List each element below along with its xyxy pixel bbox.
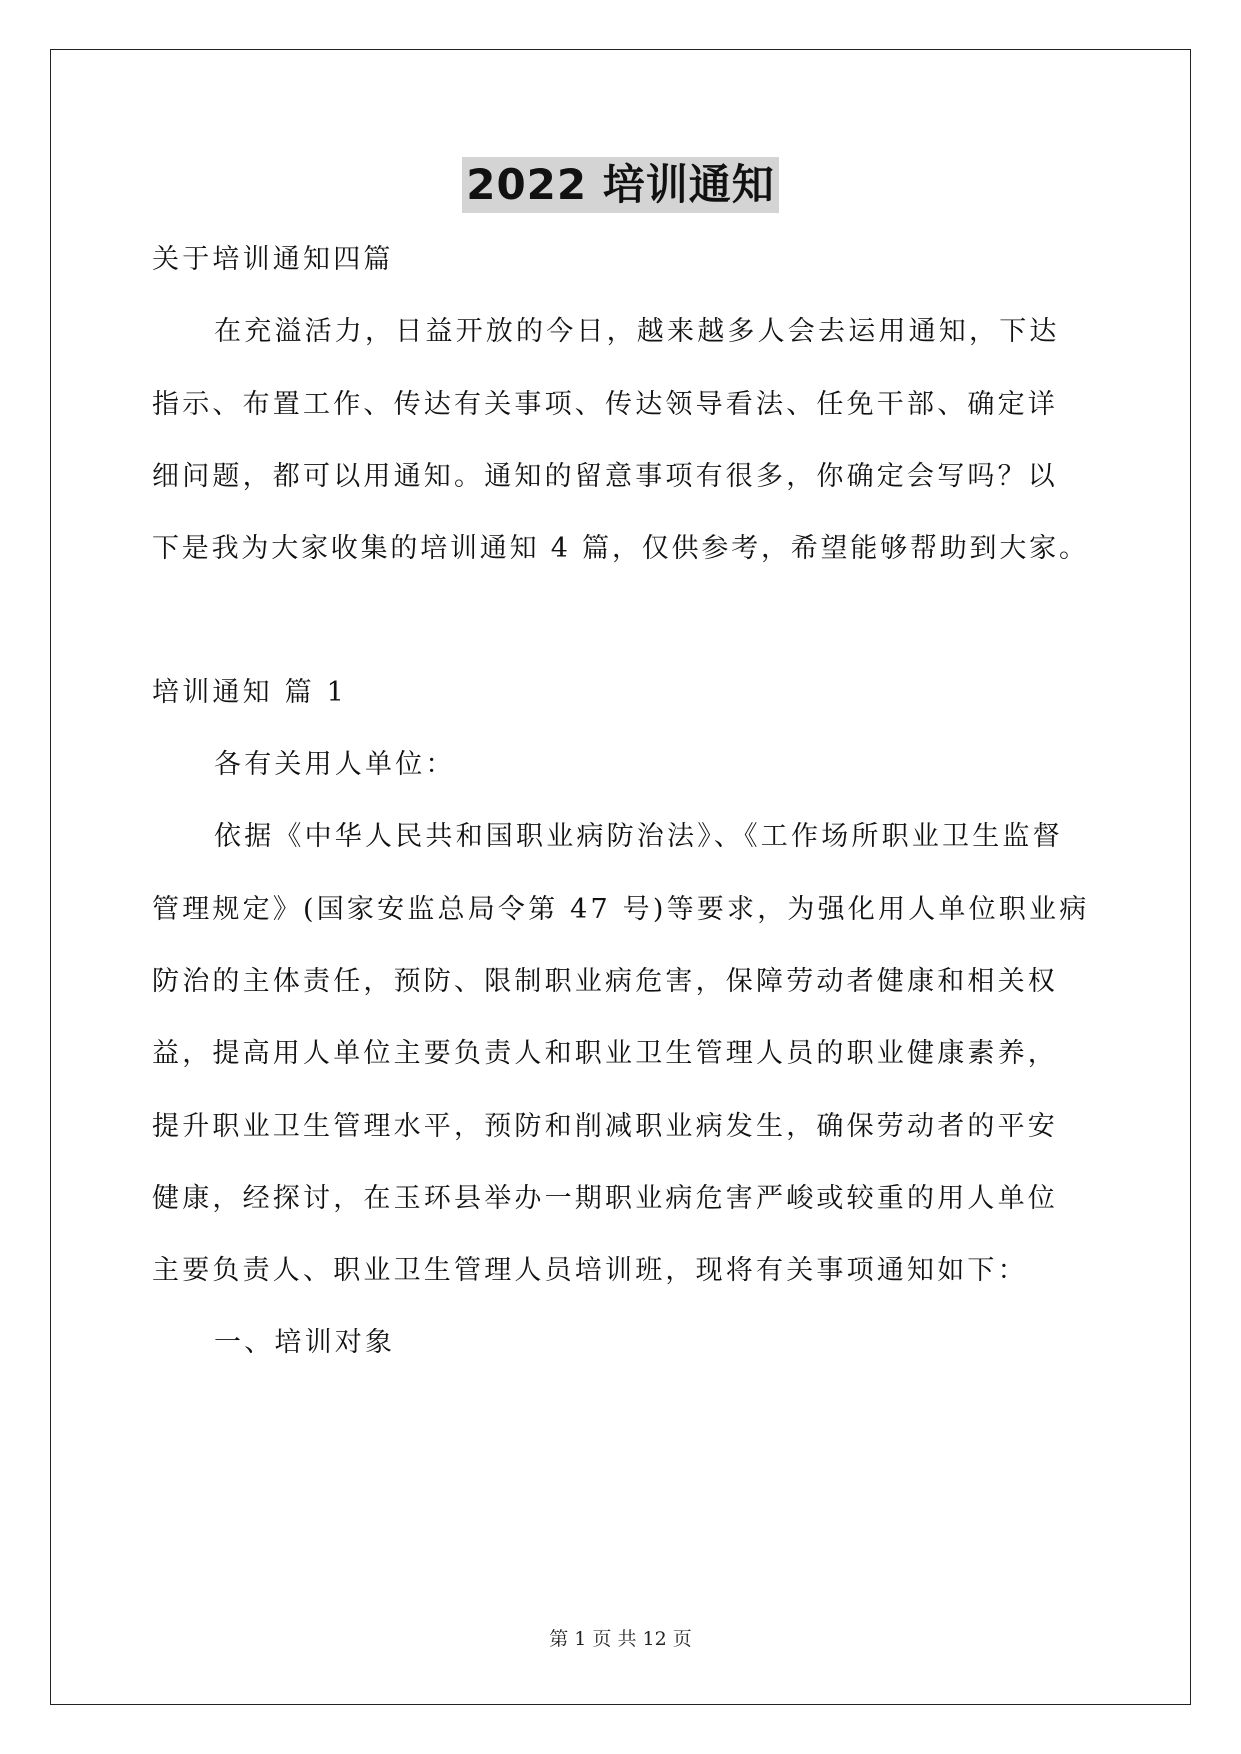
item-heading: 一、培训对象: [214, 1327, 396, 1358]
intro-line-3: 细问题，都可以用通知。通知的留意事项有很多，你确定会写吗？以: [152, 461, 1058, 492]
body-line-1: 依据《中华人民共和国职业病防治法》、《工作场所职业卫生监督: [214, 821, 1063, 852]
body-line-2: 管理规定》(国家安监总局令第 47 号)等要求，为强化用人单位职业病: [152, 894, 1090, 925]
subtitle: 关于培训通知四篇: [152, 244, 394, 275]
document-title: 2022 培训通知: [462, 157, 779, 213]
section-heading: 培训通知 篇 1: [152, 677, 347, 708]
body-line-4: 益，提高用人单位主要负责人和职业卫生管理人员的职业健康素养，: [152, 1038, 1058, 1069]
body-line-5: 提升职业卫生管理水平，预防和削减职业病发生，确保劳动者的平安: [152, 1111, 1058, 1142]
body-line-7: 主要负责人、职业卫生管理人员培训班，现将有关事项通知如下：: [152, 1255, 1028, 1286]
intro-line-2: 指示、布置工作、传达有关事项、传达领导看法、任免干部、确定详: [152, 389, 1058, 420]
intro-line-4: 下是我为大家收集的培训通知 4 篇，仅供参考，希望能够帮助到大家。: [152, 533, 1089, 564]
title-container: [0, 157, 1241, 213]
page-border: [50, 49, 1191, 1705]
intro-line-1: 在充溢活力，日益开放的今日，越来越多人会去运用通知，下达: [214, 316, 1060, 347]
page-footer: 第 1 页 共 12 页: [549, 1628, 692, 1650]
body-line-6: 健康，经探讨，在玉环县举办一期职业病危害严峻或较重的用人单位: [152, 1183, 1058, 1214]
body-line-3: 防治的主体责任，预防、限制职业病危害，保障劳动者健康和相关权: [152, 966, 1058, 997]
salutation: 各有关用人单位：: [214, 749, 456, 780]
